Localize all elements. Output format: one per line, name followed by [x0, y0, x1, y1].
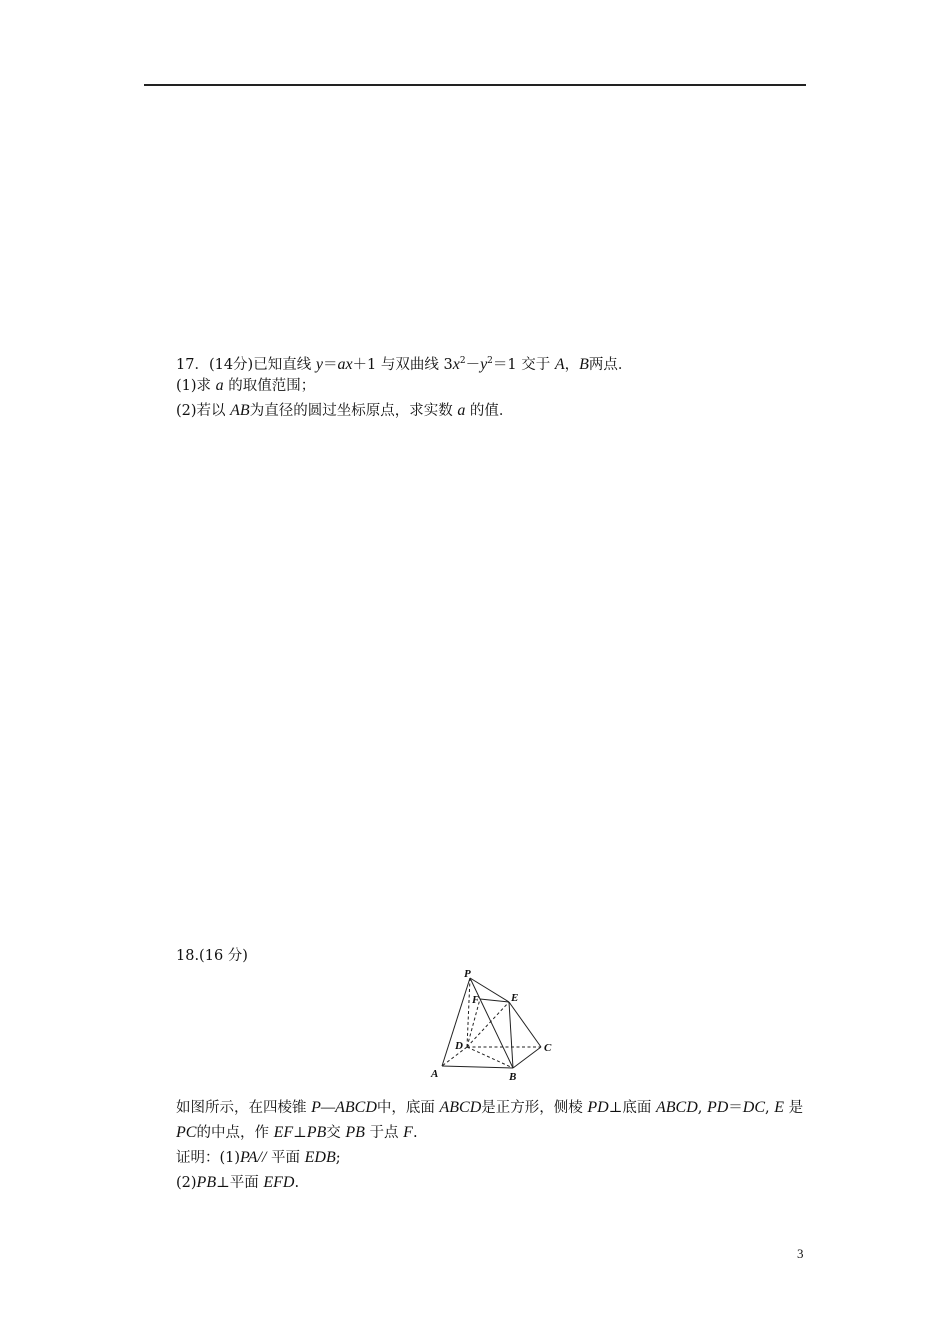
edge-pd	[467, 978, 470, 1047]
edge-bc	[513, 1047, 541, 1068]
header-rule	[144, 84, 806, 86]
q17-stem: 17．(14分)已知直线 y＝ax＋1 与双曲线 $3x^2-y^2=1$ 交于 A，B两点．	[176, 356, 633, 373]
label-c: C	[544, 1042, 552, 1054]
page-number: 3	[797, 1246, 804, 1261]
label-f: F	[472, 994, 480, 1006]
edge-eb	[509, 1002, 513, 1068]
q18-stem-line2: PC的中点，作 EF⊥PB交 PB 于点 F.	[176, 1124, 418, 1141]
q18-stem-line1: 如图所示，在四棱锥 P—ABCD中，底面 ABCD是正方形，侧棱 PD⊥底面 ABCD, PD＝DC, E 是	[176, 1099, 804, 1116]
label-p: P	[464, 968, 471, 980]
edge-db	[467, 1047, 513, 1068]
edge-ec	[509, 1002, 541, 1047]
label-d: D	[455, 1040, 463, 1052]
label-a: A	[431, 1068, 439, 1080]
edge-ab	[442, 1066, 513, 1068]
q18-proof-part1: 证明：(1)PA// 平面 EDB;	[176, 1149, 341, 1166]
edge-pa	[442, 978, 470, 1066]
label-e: E	[511, 992, 519, 1004]
label-b: B	[509, 1071, 517, 1083]
pyramid-figure	[425, 966, 557, 1086]
q17-part2: (2)若以 AB为直径的圆过坐标原点，求实数 a 的值．	[176, 402, 514, 419]
q18-header: 18.(16 分)	[176, 948, 248, 964]
q18-proof-part2: (2)PB⊥平面 EFD.	[176, 1174, 300, 1191]
q17-part1: (1)求 a 的取值范围；	[176, 377, 316, 394]
